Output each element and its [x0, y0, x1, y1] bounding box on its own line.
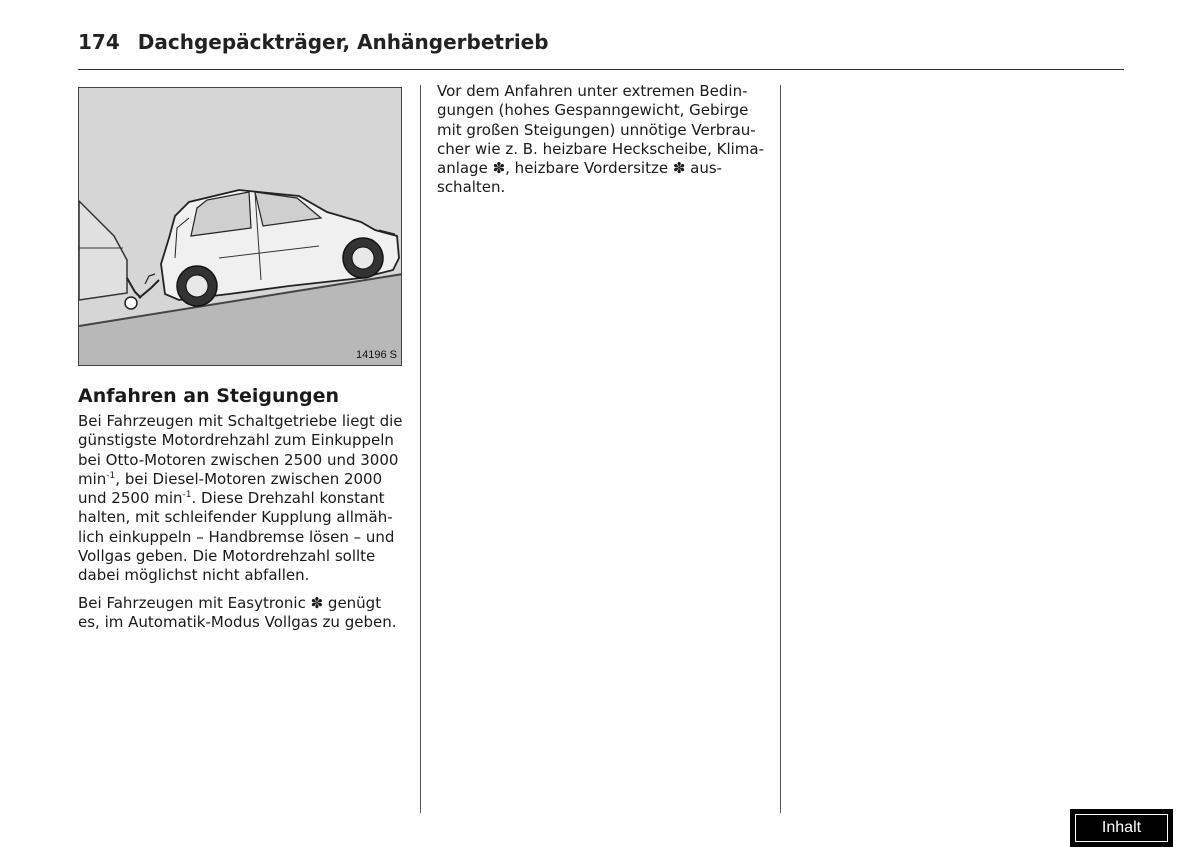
- text-span: min: [78, 469, 107, 488]
- text-line: lich einkuppeln – Handbremse lösen – und: [78, 527, 395, 546]
- text-line: Vollgas geben. Die Motordrehzahl sollte: [78, 547, 376, 566]
- superscript: -1: [106, 470, 116, 481]
- text-line: [78, 470, 408, 489]
- superscript: -1: [182, 490, 192, 501]
- text-line: Bei Fahrzeugen mit Schaltgetriebe liegt die: [78, 412, 403, 430]
- column-2-text: [437, 82, 767, 198]
- text-span: . Diese Drehzahl konstant: [191, 489, 385, 508]
- text-line: gungen (hohes Gespanngewicht, Gebirge: [437, 101, 749, 120]
- text-line: schalten.: [437, 178, 506, 197]
- figure-number: 14196 S: [356, 349, 397, 361]
- text-line: [78, 489, 408, 508]
- text-line: günstigste Motordrehzahl zum Einkuppeln: [78, 431, 394, 450]
- text-span: und 2500 min: [78, 489, 183, 508]
- paragraph-2: [78, 594, 408, 633]
- text-line: bei Otto-Motoren zwischen 2500 und 3000: [78, 450, 399, 469]
- text-line: cher wie z. B. heizbare Heckscheibe, Klima-: [437, 139, 764, 158]
- section-heading: Anfahren an Steigungen: [78, 385, 340, 407]
- text-span: , bei Diesel-Motoren zwischen 2000: [115, 469, 383, 488]
- car-trailer-illustration: [78, 87, 402, 366]
- text-line: es, im Automatik-Modus Vollgas zu geben.: [78, 612, 397, 631]
- text-line: mit großen Steigungen) unnötige Verbrau-: [437, 120, 756, 139]
- text-line: Vor dem Anfahren unter extremen Bedin-: [437, 82, 748, 100]
- paragraph-1: [78, 412, 408, 586]
- column-divider-1: [420, 85, 421, 813]
- inhalt-button[interactable]: [1070, 809, 1173, 847]
- section-body: [78, 412, 408, 632]
- page-title: Dachgepäckträger, Anhängerbetrieb: [137, 30, 549, 54]
- car-on-slope-drawing: [79, 88, 402, 366]
- text-line: anlage ✽, heizbare Vordersitze ✽ aus-: [437, 159, 723, 178]
- page-header: [78, 30, 549, 54]
- text-line: halten, mit schleifender Kupplung allmäh-: [78, 508, 393, 527]
- page-number: 174: [78, 30, 120, 54]
- text-line: Bei Fahrzeugen mit Easytronic ✽ genügt: [78, 593, 382, 612]
- header-rule: [78, 69, 1124, 70]
- text-line: dabei möglichst nicht abfallen.: [78, 566, 310, 585]
- column-divider-2: [780, 85, 781, 813]
- inhalt-label: Inhalt: [1075, 814, 1168, 842]
